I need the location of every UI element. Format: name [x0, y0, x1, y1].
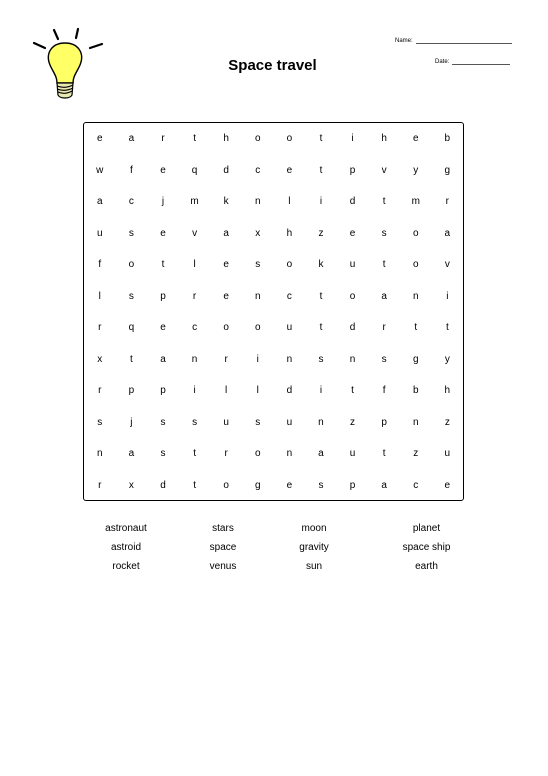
grid-letter: s	[192, 416, 198, 428]
grid-letter: s	[128, 227, 134, 239]
grid-letter: s	[160, 448, 166, 460]
grid-letter: i	[193, 385, 196, 397]
grid-letter: g	[444, 164, 451, 176]
grid-letter: l	[98, 290, 101, 302]
grid-letter: x	[255, 227, 261, 239]
grid-letter: s	[255, 416, 261, 428]
grid-letter: p	[349, 164, 356, 176]
grid-letter: u	[349, 448, 356, 460]
grid-letter: e	[444, 479, 451, 491]
word-list-item: stars	[212, 523, 234, 534]
grid-letter: s	[128, 290, 134, 302]
grid-letter: u	[97, 227, 103, 239]
grid-letter: a	[160, 353, 166, 365]
grid-letter: e	[286, 479, 293, 491]
grid-letter: l	[288, 196, 291, 208]
grid-letter: d	[349, 322, 356, 334]
grid-letter: t	[193, 133, 196, 145]
grid-letter: p	[160, 385, 166, 397]
grid-letter: t	[414, 322, 418, 334]
grid-letter: o	[223, 322, 229, 334]
grid-letter: a	[318, 448, 324, 460]
grid-letter: t	[382, 196, 386, 208]
word-list-item: rocket	[112, 561, 140, 572]
grid-letter: e	[97, 133, 103, 145]
grid-letter: d	[286, 385, 293, 397]
grid-letter: k	[223, 196, 229, 208]
grid-letter: n	[349, 353, 356, 365]
grid-letter: w	[96, 164, 104, 176]
grid-letter: h	[223, 133, 229, 145]
grid-letter: f	[130, 164, 133, 176]
grid-letter: j	[130, 416, 133, 428]
grid-letter: f	[382, 385, 386, 397]
grid-letter: e	[223, 259, 229, 271]
grid-letter: g	[254, 479, 261, 491]
grid-letter: i	[446, 290, 449, 302]
grid-letter: i	[319, 196, 323, 208]
grid-letter: s	[318, 353, 324, 365]
name-blank-line	[416, 43, 512, 44]
word-list	[85, 523, 465, 580]
grid-letter: a	[444, 227, 451, 239]
grid-letter: b	[412, 385, 419, 397]
word-list-item: moon	[301, 523, 327, 534]
page-title: Space travel	[228, 57, 317, 74]
grid-letter: p	[349, 479, 356, 491]
grid-letter: t	[319, 133, 323, 145]
grid-letter: n	[412, 416, 419, 428]
grid-letter: t	[193, 448, 196, 460]
grid-letter: o	[254, 322, 261, 334]
grid-letter: t	[161, 259, 165, 271]
word-list-item: astronaut	[105, 523, 147, 534]
grid-letter: g	[412, 353, 419, 365]
grid-letter: r	[98, 385, 102, 397]
grid-letter: e	[160, 322, 166, 334]
grid-letter: r	[161, 133, 165, 145]
grid-letter: y	[444, 353, 450, 365]
grid-letter: z	[350, 416, 356, 428]
grid-letter: r	[192, 290, 197, 302]
grid-letter: v	[192, 227, 198, 239]
grid-letter: e	[286, 164, 293, 176]
grid-letter: r	[445, 196, 449, 208]
grid-letter: s	[97, 416, 103, 428]
grid-letter: t	[130, 353, 133, 365]
grid-letter: a	[97, 196, 103, 208]
grid-letter: n	[318, 416, 324, 428]
grid-letter: o	[128, 259, 135, 271]
date-label: Date:	[435, 59, 450, 65]
grid-letter: o	[254, 133, 261, 145]
grid-letter: a	[128, 133, 135, 145]
grid-letter: l	[256, 385, 259, 397]
grid-letter: s	[381, 353, 387, 365]
grid-letter: t	[319, 290, 323, 302]
grid-letter: o	[286, 133, 293, 145]
grid-letter: n	[286, 448, 293, 460]
grid-letter: h	[286, 227, 293, 239]
grid-letter: l	[225, 385, 228, 397]
word-list-item: venus	[209, 561, 237, 572]
grid-letter: r	[224, 353, 228, 365]
grid-letter: i	[256, 353, 259, 365]
grid-letter: n	[97, 448, 103, 460]
grid-letter: m	[411, 196, 420, 208]
grid-letter: b	[444, 133, 451, 145]
grid-letter: e	[349, 227, 356, 239]
grid-letter: s	[318, 479, 324, 491]
grid-letter: s	[255, 259, 261, 271]
grid-letter: r	[98, 322, 102, 334]
grid-letter: p	[160, 290, 166, 302]
grid-letter: n	[254, 196, 261, 208]
word-list-item: astroid	[110, 542, 141, 553]
grid-letter: s	[381, 227, 387, 239]
grid-letter: e	[160, 227, 166, 239]
grid-letter: e	[412, 133, 419, 145]
word-list-item: earth	[415, 561, 438, 572]
grid-letter: s	[160, 416, 166, 428]
grid-letter: z	[318, 227, 324, 239]
word-list-item: space ship	[402, 542, 451, 553]
grid-letter: n	[412, 290, 419, 302]
grid-letter: t	[193, 479, 196, 491]
grid-letter: o	[349, 290, 356, 302]
grid-letter: c	[128, 196, 134, 208]
grid-letter: u	[223, 416, 229, 428]
grid-letter: x	[97, 353, 103, 365]
grid-letter: o	[412, 259, 419, 271]
grid-letter: o	[254, 448, 261, 460]
grid-letter: o	[223, 479, 229, 491]
grid-letter: r	[98, 479, 102, 491]
grid-letter: i	[319, 385, 323, 397]
grid-letter: m	[190, 196, 199, 208]
grid-letter: a	[128, 448, 135, 460]
lightbulb-icon	[30, 26, 106, 102]
word-list-item: gravity	[299, 542, 329, 553]
date-blank-line	[452, 64, 510, 65]
grid-letter: y	[413, 164, 419, 176]
grid-letter: d	[160, 479, 166, 491]
grid-letter: d	[349, 196, 356, 208]
grid-letter: c	[286, 290, 292, 302]
grid-letter: t	[382, 448, 386, 460]
grid-letter: c	[255, 164, 261, 176]
grid-letter: v	[381, 164, 387, 176]
grid-letter: p	[381, 416, 387, 428]
grid-letter: u	[349, 259, 356, 271]
grid-letter: q	[191, 164, 198, 176]
grid-letter: v	[444, 259, 450, 271]
grid-letter: t	[319, 322, 323, 334]
grid-letter: h	[444, 385, 451, 397]
grid-letter: n	[286, 353, 293, 365]
grid-letter: n	[254, 290, 261, 302]
name-label: Name:	[395, 38, 413, 44]
grid-letter: a	[223, 227, 229, 239]
word-list-item: planet	[412, 523, 441, 534]
grid-letter: u	[286, 416, 293, 428]
grid-letter: t	[445, 322, 449, 334]
grid-letter: t	[351, 385, 354, 397]
word-search-grid	[83, 122, 464, 501]
grid-letter: t	[319, 164, 323, 176]
grid-letter: f	[98, 259, 102, 271]
grid-letter: l	[193, 259, 196, 271]
grid-letter: e	[223, 290, 229, 302]
grid-letter: r	[382, 322, 386, 334]
grid-letter: z	[413, 448, 419, 460]
grid-letter: o	[412, 227, 419, 239]
grid-letter: a	[381, 479, 387, 491]
date-field[interactable]	[435, 59, 510, 65]
grid-letter: r	[224, 448, 228, 460]
grid-letter: c	[192, 322, 198, 334]
grid-letter: i	[351, 133, 354, 145]
grid-letter: a	[381, 290, 387, 302]
word-list-item: space	[209, 542, 237, 553]
grid-letter: e	[160, 164, 166, 176]
name-field[interactable]	[395, 38, 512, 44]
grid-letter: d	[223, 164, 229, 176]
grid-letter: u	[444, 448, 451, 460]
grid-letter: c	[413, 479, 419, 491]
grid-letter: h	[381, 133, 387, 145]
grid-letter: x	[128, 479, 134, 491]
grid-letter: u	[286, 322, 293, 334]
grid-letter: o	[286, 259, 293, 271]
grid-letter: q	[128, 322, 135, 334]
grid-letter: n	[191, 353, 198, 365]
grid-letter: j	[161, 196, 165, 208]
grid-letter: k	[318, 259, 324, 271]
grid-letter: z	[444, 416, 450, 428]
grid-letter: p	[128, 385, 135, 397]
grid-letter: t	[382, 259, 386, 271]
word-list-item: sun	[305, 561, 323, 572]
